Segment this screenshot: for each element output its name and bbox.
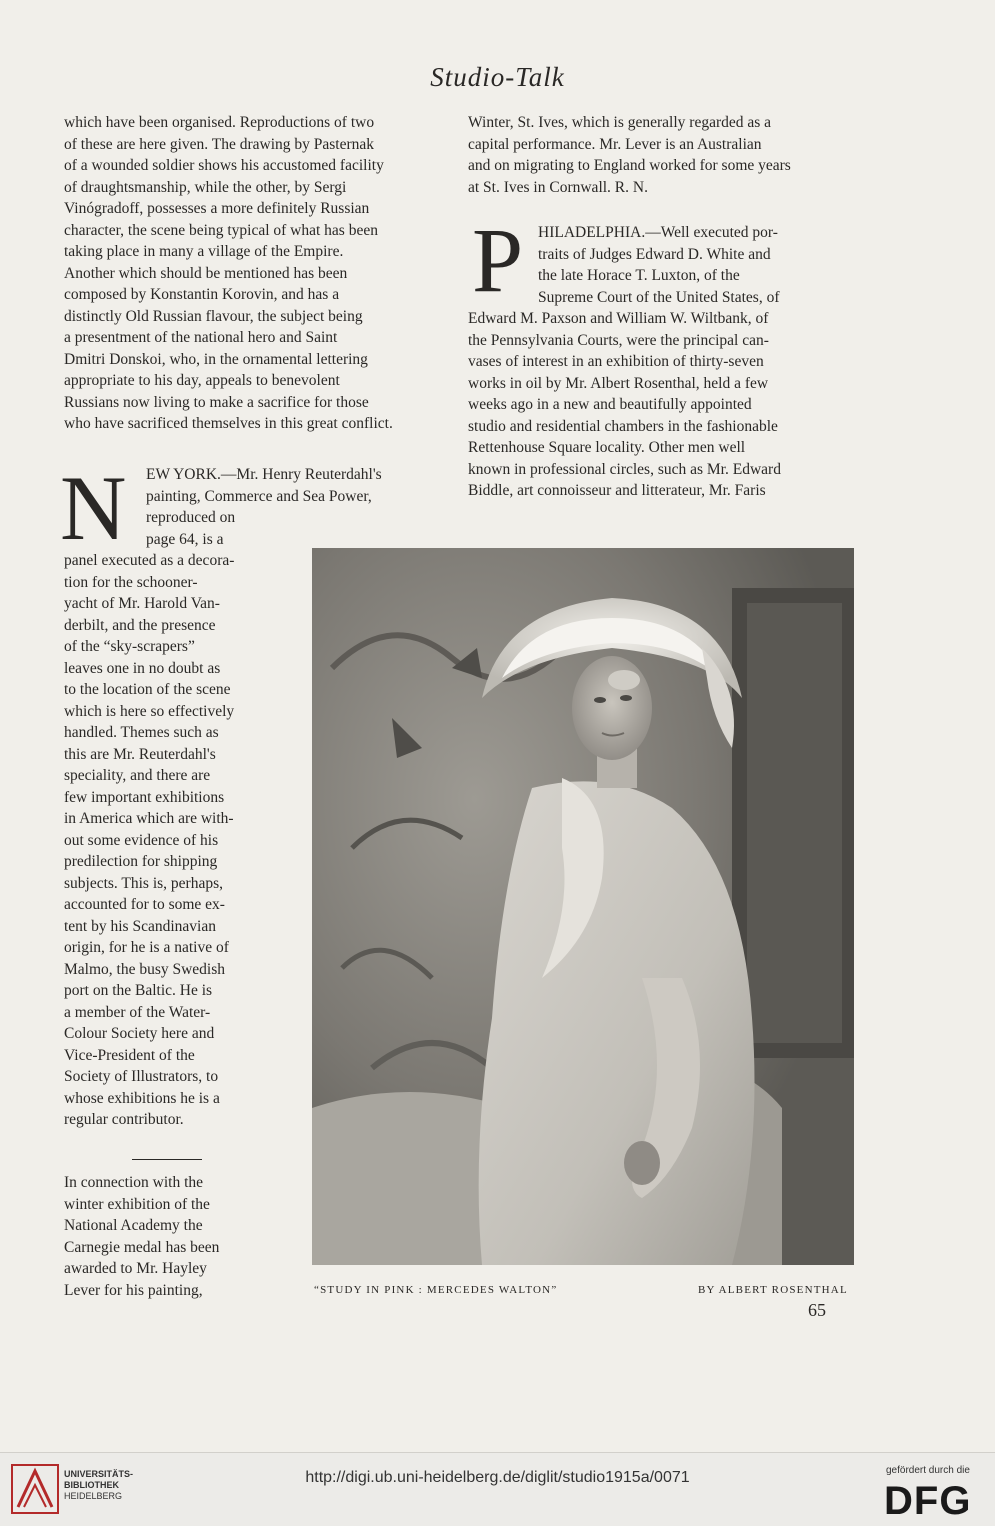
- portrait-reproduction: [312, 548, 854, 1265]
- text-line: of draughtsmanship, while the other, by Sergi: [64, 178, 347, 196]
- text-line: Colour Society here and: [64, 1025, 215, 1042]
- text-line: tion for the schooner-: [64, 573, 198, 591]
- digitization-footer: [0, 1452, 995, 1526]
- text-line: speciality, and there are: [64, 767, 211, 784]
- text-line: awarded to Mr. Hayley: [64, 1260, 207, 1277]
- text-line: whose exhibitions he is a: [64, 1089, 220, 1107]
- text-line: traits of Judges Edward D. White and: [538, 245, 771, 263]
- text-line: subjects. This is, perhaps,: [64, 874, 224, 892]
- text-line: EW YORK.—Mr. Henry Reuterdahl's: [146, 466, 382, 483]
- text-line: known in professional circles, such as Mr. Edward: [468, 460, 781, 478]
- text-line: Russians now living to make a sacrifice for those: [64, 393, 369, 411]
- text-line: derbilt, and the presence: [64, 616, 216, 634]
- text-line: National Academy the: [64, 1217, 203, 1234]
- text-line: predilection for shipping: [64, 853, 218, 870]
- text-line: painting, Commerce and Sea Power,: [146, 487, 372, 505]
- text-line: Edward M. Paxson and William W. Wiltbank, of: [468, 310, 769, 327]
- library-name-line-3: HEIDELBERG: [64, 1491, 123, 1501]
- text-line: this are Mr. Reuterdahl's: [64, 745, 216, 763]
- philadelphia-paragraph: [468, 308, 850, 502]
- text-line: out some evidence of his: [64, 831, 219, 849]
- library-name-line-1: UNIVERSITÄTS-: [64, 1469, 134, 1479]
- text-line: Carnegie medal has been: [64, 1238, 220, 1256]
- new-york-opening-lines: [146, 464, 442, 550]
- academy-paragraph: [64, 1172, 264, 1301]
- text-line: Lever for his painting,: [64, 1281, 203, 1299]
- text-line: Vice-President of the: [64, 1046, 195, 1064]
- text-line: in America which are with-: [64, 810, 234, 827]
- text-line: yacht of Mr. Harold Van-: [64, 595, 220, 612]
- text-line: to the location of the scene: [64, 681, 231, 698]
- text-line: In connection with the: [64, 1174, 204, 1191]
- new-york-paragraph: [64, 550, 264, 1131]
- dropcap-n: N: [60, 457, 127, 559]
- dfg-logo: DFG: [884, 1479, 972, 1523]
- text-line: a member of the Water-: [64, 1003, 211, 1021]
- text-line: at St. Ives in Cornwall. R. N.: [468, 178, 648, 196]
- text-line: accounted for to some ex-: [64, 896, 225, 913]
- text-line: the late Horace T. Luxton, of the: [538, 267, 740, 284]
- text-line: of these are here given. The drawing by Pasternak: [64, 135, 375, 153]
- text-line: Malmo, the busy Swedish: [64, 960, 226, 978]
- page-number: 65: [808, 1300, 826, 1320]
- text-line: character, the scene being typical of what has been: [64, 221, 378, 239]
- text-line: works in oil by Mr. Albert Rosenthal, held a few: [468, 374, 769, 392]
- left-column-continuation: [64, 112, 444, 435]
- text-line: weeks ago in a new and beautifully appointed: [468, 396, 752, 413]
- source-url-link[interactable]: http://digi.ub.uni-heidelberg.de/diglit/studio1915a/0071: [305, 1469, 690, 1486]
- text-line: vases of interest in an exhibition of thirty-seven: [468, 353, 764, 370]
- text-line: a presentment of the national hero and Saint: [64, 329, 338, 346]
- text-line: Supreme Court of the United States, of: [538, 288, 780, 306]
- text-line: HILADELPHIA.—Well executed por-: [538, 224, 778, 241]
- text-line: capital performance. Mr. Lever is an Australian: [468, 135, 762, 153]
- text-line: Dmitri Donskoi, who, in the ornamental lettering: [64, 350, 368, 368]
- text-line: Rettenhouse Square locality. Other men well: [468, 439, 746, 456]
- text-line: reproduced on: [146, 509, 236, 526]
- text-line: origin, for he is a native of: [64, 939, 229, 956]
- text-line: who have sacrificed themselves in this great conflict.: [64, 415, 393, 432]
- text-line: composed by Konstantin Korovin, and has a: [64, 286, 340, 303]
- text-line: Society of Illustrators, to: [64, 1068, 219, 1085]
- text-line: which is here so effectively: [64, 702, 235, 720]
- text-line: leaves one in no doubt as: [64, 659, 221, 677]
- text-line: the Pennsylvania Courts, were the principal can-: [468, 331, 769, 349]
- text-line: of a wounded soldier shows his accustomed facility: [64, 157, 384, 174]
- text-line: studio and residential chambers in the fashionable: [468, 417, 778, 435]
- text-line: port on the Baltic. He is: [64, 982, 213, 999]
- text-line: Biddle, art connoisseur and litterateur, Mr. Faris: [468, 482, 766, 499]
- section-divider: [132, 1159, 202, 1160]
- library-name-line-2: BIBLIOTHEK: [64, 1480, 119, 1490]
- text-line: regular contributor.: [64, 1111, 184, 1128]
- dropcap-p: P: [472, 209, 524, 311]
- text-line: few important exhibitions: [64, 788, 225, 806]
- text-line: Vinógradoff, possesses a more definitely Russian: [64, 200, 370, 217]
- text-line: and on migrating to England worked for some years: [468, 157, 791, 174]
- text-line: taking place in many a village of the Empire.: [64, 243, 344, 260]
- running-head: Studio-Talk: [430, 62, 565, 92]
- funding-note: gefördert durch die: [886, 1465, 970, 1476]
- text-line: Winter, St. Ives, which is generally regarded as a: [468, 114, 772, 131]
- text-line: which have been organised. Reproductions of two: [64, 114, 375, 131]
- text-line: handled. Themes such as: [64, 724, 219, 741]
- figure-caption-artist: BY ALBERT ROSENTHAL: [698, 1284, 848, 1296]
- text-line: appropriate to his day, appeals to benevolent: [64, 372, 340, 389]
- right-column-continuation: [468, 112, 850, 198]
- figure-caption-title: “STUDY IN PINK : MERCEDES WALTON”: [314, 1284, 558, 1296]
- text-line: distinctly Old Russian flavour, the subject being: [64, 307, 363, 325]
- philadelphia-opening-lines: [538, 222, 850, 308]
- text-line: tent by his Scandinavian: [64, 917, 216, 935]
- text-line: winter exhibition of the: [64, 1195, 210, 1213]
- text-line: Another which should be mentioned has been: [64, 264, 348, 282]
- text-line: page 64, is a: [146, 530, 224, 548]
- text-line: of the “sky-scrapers”: [64, 638, 195, 655]
- portrait-image: [312, 548, 854, 1265]
- text-line: panel executed as a decora-: [64, 552, 235, 569]
